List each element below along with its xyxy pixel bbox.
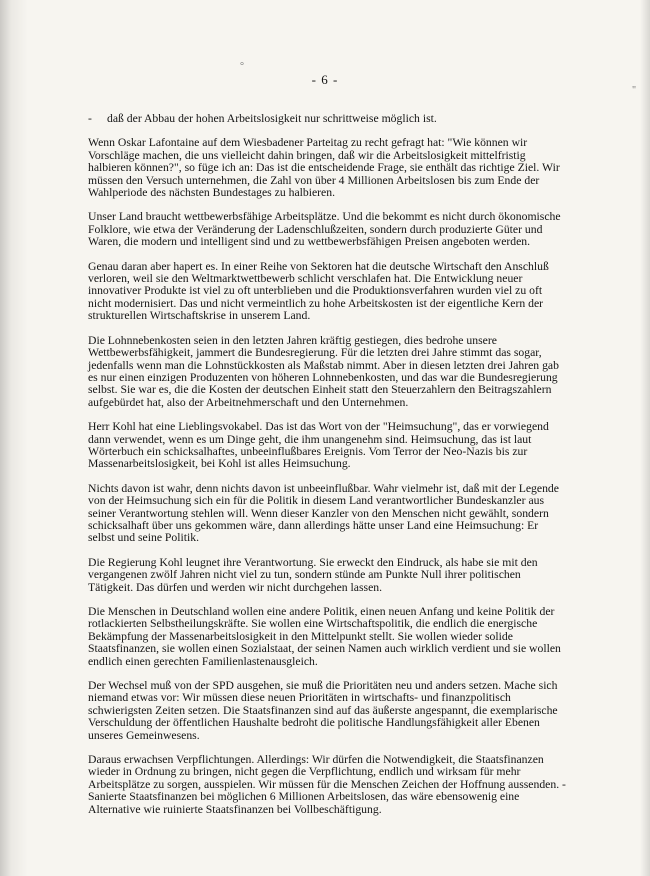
scan-shadow: [0, 0, 28, 876]
paragraph: Herr Kohl hat eine Lieblingsvokabel. Das ist das Wort von der "Heimsuchung", das er vorwiegend dann verwendet, wenn es um Dinge geht, die ihm unangenehm sind. Heimsuchung, das ist laut Wörterbuch ein schicksalhaftes, unbeeinflußbares Ereignis. Vom Terror der Neo-Nazis bis zur Massenarbeitslosigkeit, bei Kohl ist alles Heimsuchung.: [88, 420, 549, 471]
paragraph: Genau daran aber hapert es. In einer Reihe von Sektoren hat die deutsche Wirtschaft den Anschluß verloren, weil sie den Weltmarktwettbewerb schlicht verschlafen hat. Die Entwicklung neuer innovativer Produkte ist viel zu oft unterblieben und die Produktionsverfahren wurden viel zu oft nicht modernisiert. Das und nicht vermeintlich zu hohe Arbeitskosten ist der eigentliche Kern der strukturellen Wirtschaftskrise in unserem Land.: [88, 259, 549, 323]
page-number: - 6 -: [311, 72, 339, 87]
paragraph: Unser Land braucht wettbewerbsfähige Arbeitsplätze. Und die bekommt es nicht durch ökonomische Folklore, wie etwa der Veränderung der Ladenschlußzeiten, sondern durch produzierte Güter und Waren, die modern und intelligent sind und zu wettbewerbsfähigen Preisen angeboten werden.: [88, 210, 561, 249]
list-dash: -: [88, 112, 92, 125]
paragraph: Die Regierung Kohl leugnet ihre Verantwortung. Sie erweckt den Eindruck, als habe sie mit den vergangenen zwölf Jahren nicht viel zu tun, sondern stünde am Punkte Null ihrer politischen Tätigkeit. Das dürfen und werden wir nicht durchgehen lassen.: [88, 555, 538, 594]
paragraph: Wenn Oskar Lafontaine auf dem Wiesbadener Parteitag zu recht gefragt hat: "Wie können wir Vorschläge machen, die uns vielleicht dahin bringen, daß wir die Arbeitslosigkeit mittelfristig halbieren können?", so füge ich an: Das ist die entscheidende Frage, sie enthält das richtige Ziel. Wir müssen den Versuch unternehmen, die Zahl von über 4 Millionen Arbeitslosen bis zum Ende der Wahlperiode des nächsten Bundestages zu halbieren.: [88, 136, 560, 200]
paragraph: Die Menschen in Deutschland wollen eine andere Politik, einen neuen Anfang und keine Politik der rotlackierten Selbstheilungskräfte. Sie wollen eine Wirtschaftspolitik, die endlich die energische Bekämpfung der Massenarbeitslosigkeit in den Mittelpunkt stellt. Sie wollen wieder solide Staatsfinanzen, sie wollen einen Sozialstaat, der seinen Namen auch wirklich verdient und sie wollen endlich einen gerechten Familienlastenausgleich.: [88, 605, 561, 668]
paragraph: [88, 113, 566, 125]
paragraph: Nichts davon ist wahr, denn nichts davon ist unbeeinflußbar. Wahr vielmehr ist, daß mit der Legende von der Heimsuchung sich ein für die Politik in diesem Land verantwortlicher Bundeskanzler aus seiner Verantwortung stehlen will. Wenn dieser Kanzler von den Menschen nicht gewählt, sondern schicksalhaft über uns gekommen wäre, dann allerdings hätte unser Land eine Heimsuchung: Er selbst und seine Politik.: [88, 481, 559, 545]
paragraph: Der Wechsel muß von der SPD ausgehen, sie muß die Prioritäten neu und anders setzen. Mache sich niemand etwas vor: Wir müssen diese neuen Prioritäten in wirtschafts- und finanzpolitisch schwierigsten Zeiten setzen. Die Staatsfinanzen sind auf das äußerste angespannt, die exemplarische Verschuldung der öffentlichen Haushalte bedroht die politische Handlungsfähigkeit aller Ebenen unseres Gemeinwesens.: [88, 679, 558, 742]
scan-speck: ": [632, 85, 637, 96]
scan-speck: °: [240, 61, 244, 72]
paragraph: Die Lohnnebenkosten seien in den letzten Jahren kräftig gestiegen, dies bedrohe unsere Wettbewerbsfähigkeit, jammert die Bundesregierung. Für die letzten drei Jahre stimmt das sogar, jedenfalls wenn man die Lohnstückkosten als Maßstab nimmt. Aber in diesen letzten drei Jahren gab es nur einen einzigen Produzenten von höheren Lohnnebenkosten, und das war die Bundesregierung selbst. Sie war es, die die Kosten der deutschen Einheit statt den Steuerzahlern den Beitragszahlern aufgebürdet hat, also der Arbeitnehmerschaft und den Unternehmen.: [88, 333, 559, 409]
document-body: [88, 113, 566, 828]
page-edge-shadow: [640, 0, 650, 876]
paragraph-text: daß der Abbau der hohen Arbeitslosigkeit nur schrittweise möglich ist.: [107, 112, 437, 125]
paragraph: Daraus erwachsen Verpflichtungen. Allerdings: Wir dürfen die Notwendigkeit, die Staatsfinanzen wieder in Ordnung zu bringen, nicht gegen die Verpflichtung, endlich und wirksam für mehr Arbeitsplätze zu sorgen, ausspielen. Wir müssen für die Menschen Zeichen der Hoffnung aussenden. - Sanierte Staatsfinanzen bei möglichen 6 Millionen Arbeitslosen, das wäre ebensowenig eine Alternative wie ruinierte Staatsfinanzen bei Vollbeschäftigung.: [88, 753, 566, 816]
